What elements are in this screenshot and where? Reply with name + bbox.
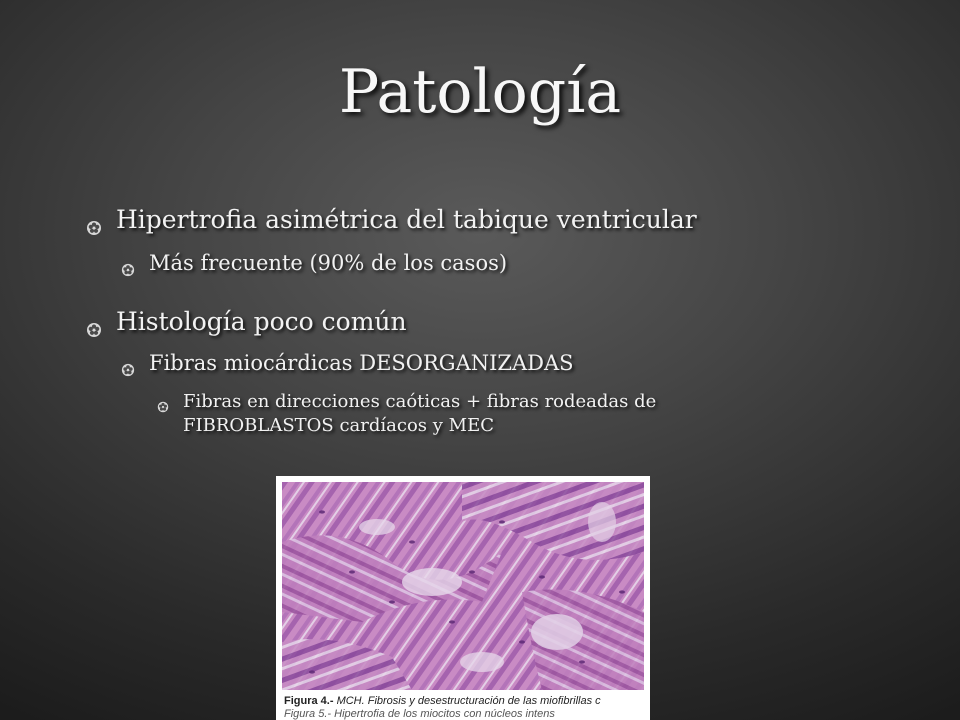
bullet-text: Hipertrofia asimétrica del tabique ventricular — [116, 205, 697, 234]
slide-title: Patología — [338, 57, 622, 127]
bullet-histologia — [86, 307, 407, 345]
flower-bullet-icon — [157, 396, 169, 420]
flower-bullet-icon — [121, 257, 135, 283]
flower-bullet-icon — [86, 315, 102, 345]
figure-caption-text: MCH. Fibrosis y desestructuración de las miofibrillas c — [336, 695, 601, 707]
figure-caption-second-line: Figura 5.- Hipertrofia de los miocitos con núcleos intens — [284, 708, 555, 720]
bullet-fibras-desorganizadas — [121, 350, 574, 383]
figure-caption-label: Figura 4.- — [284, 695, 334, 707]
bullet-mas-frecuente — [121, 250, 507, 283]
histology-image — [282, 482, 644, 690]
bullet-text: Histología poco común — [116, 307, 407, 336]
bullet-text — [183, 390, 656, 438]
bullet-direcciones-caoticas — [157, 390, 656, 438]
flower-bullet-icon — [86, 213, 102, 243]
bullet-text-line1: Fibras en direcciones caóticas + fibras rodeadas de — [183, 391, 657, 412]
bullet-text: Más frecuente (90% de los casos) — [149, 251, 508, 275]
figure-caption — [284, 695, 650, 720]
bullet-text-line2: FIBROBLASTOS cardíacos y MEC — [183, 415, 495, 436]
histology-figure — [276, 476, 650, 720]
flower-bullet-icon — [121, 357, 135, 383]
bullet-text: Fibras miocárdicas DESORGANIZADAS — [149, 351, 574, 375]
bullet-hipertrofia — [86, 205, 697, 243]
